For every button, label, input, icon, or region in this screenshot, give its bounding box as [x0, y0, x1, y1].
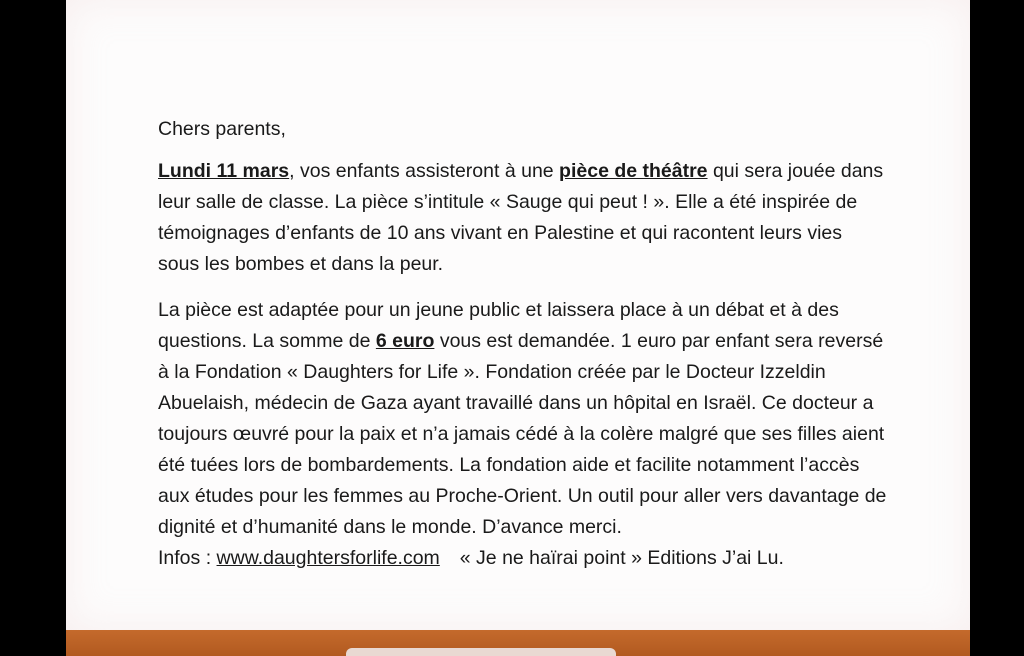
book-reference: « Je ne haïrai point » Editions J’ai Lu. [459, 547, 784, 569]
event-date: Lundi 11 mars [158, 160, 290, 182]
table-smudge [346, 648, 616, 656]
paragraph-1-text-a: , vos enfants assisteront à une [289, 160, 560, 182]
paragraph-1-text-b: qui sera jouée dans leur salle de classe. La pièce s’intitule « Sauge qui peut ! ». Elle a été inspirée de témoignages d’enfants de 10 ans vivant en Palestine et qui racontent leurs vies sous les bombes et dans la peur. [158, 160, 884, 275]
letter-body [158, 114, 888, 574]
paragraph-2-text-b: vous est demandée. 1 euro par enfant sera reversé à la Fondation « Daughters for Life ». Fondation créée par le Docteur Izzeldin Abuelaish, médecin de Gaza ayant travaillé dans un hôpital en Israël. Ce docteur a toujours œuvré pour la paix et n’a jamais cédé à la colère malgré que ses filles aient été tuées lors de bombardements. La fondation aide et facilite notamment l’accès aux études pour les femmes au Proche-Orient. Un outil pour aller vers davantage de dignité et d’humanité dans le monde. D’avance merci. [158, 330, 887, 538]
paragraph-2 [158, 295, 888, 574]
greeting: Chers parents, [158, 118, 286, 140]
website-link[interactable]: www.daughtersforlife.com [216, 547, 440, 569]
paragraph-2-text-a: La pièce est adaptée pour un jeune public et laissera place à un débat et à des questions. La somme de [158, 299, 839, 352]
paragraph-1 [158, 156, 888, 280]
price-amount: 6 euro [375, 330, 435, 352]
infos-label: Infos : [158, 547, 217, 569]
table-surface [66, 630, 970, 656]
event-type: pièce de théâtre [559, 160, 708, 182]
